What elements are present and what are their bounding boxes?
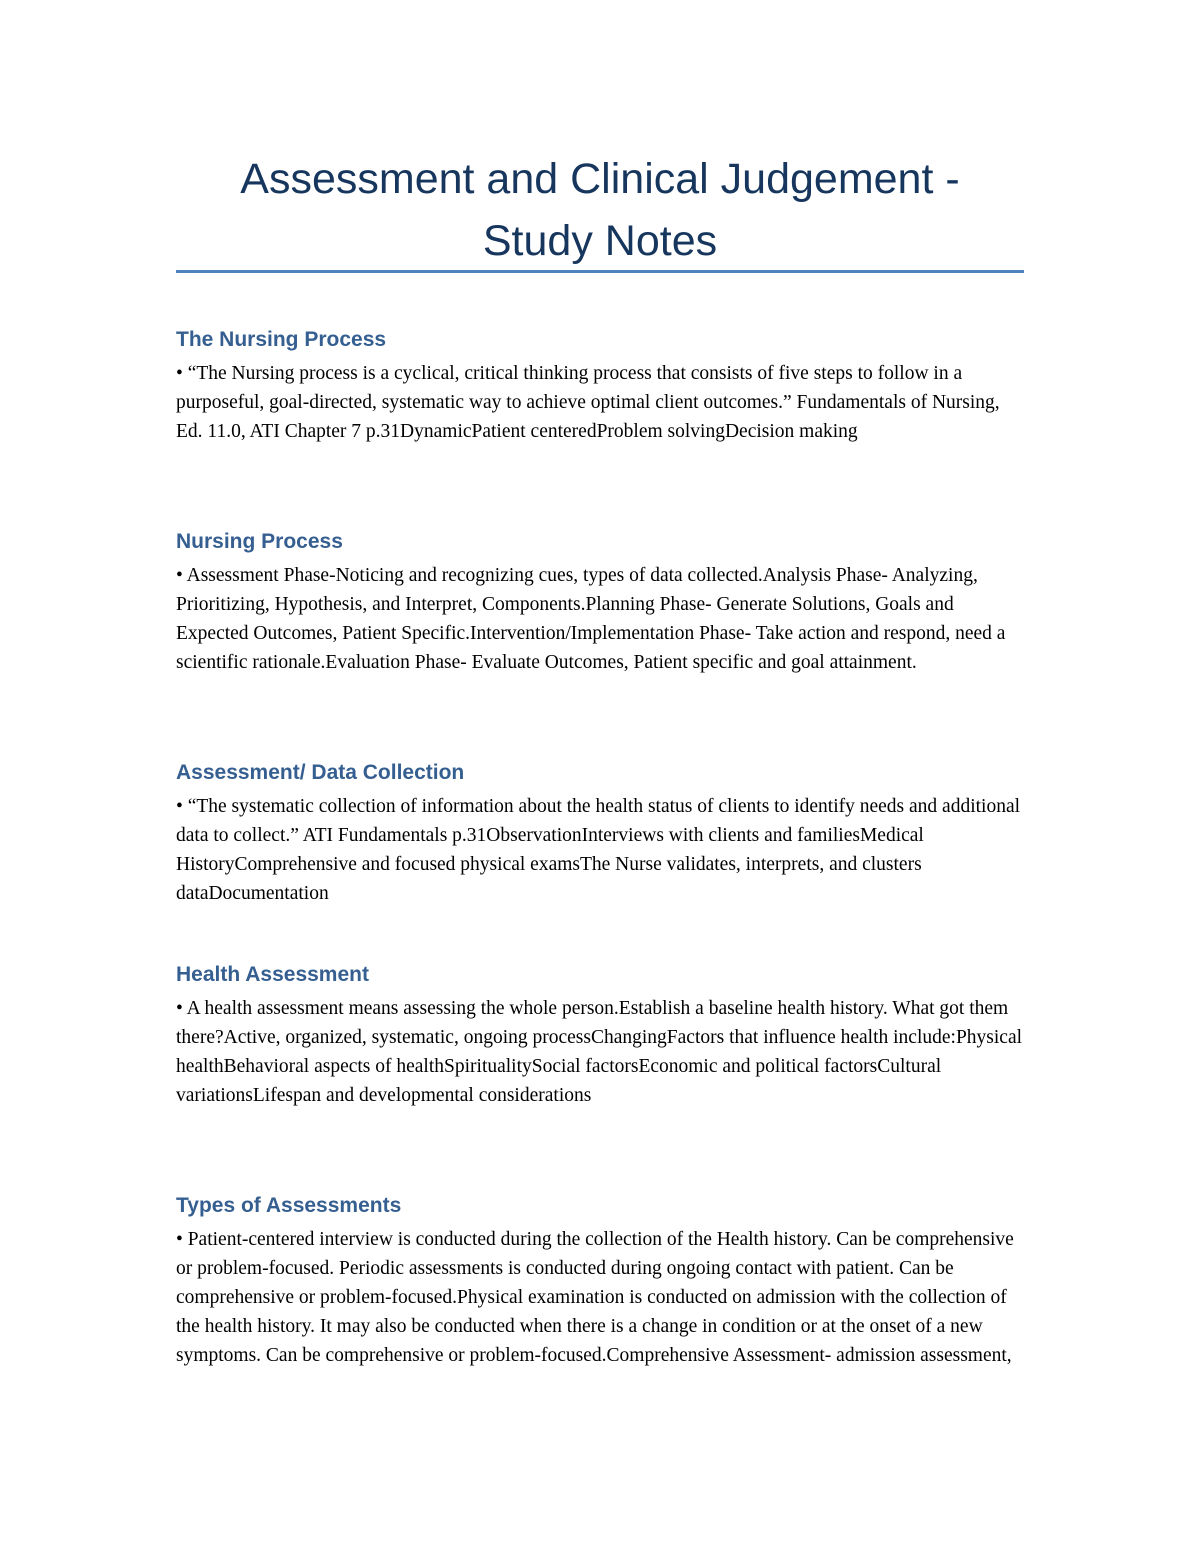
section-heading: The Nursing Process (176, 328, 387, 351)
section-text: A health assessment means assessing the whole person.Establish a baseline health history. What got them there?Active, organized, systematic, ongoing processChangingFactors that influence health include:Physical healthBehavioral aspects of healthSpiritualitySocial factorsEconomic and political factorsCultural variationsLifespan and developmental considerations (176, 998, 1023, 1106)
section-assessment-data-collection (176, 758, 1024, 908)
section-health-assessment (176, 960, 1024, 1110)
title-line-1: Assessment and Clinical Judgement - (240, 155, 960, 203)
bullet-icon: • (176, 363, 183, 384)
section-heading: Nursing Process (176, 530, 343, 553)
section-text: Patient-centered interview is conducted during the collection of the Health history. Can be comprehensive or problem-focused. Periodic assessments is conducted during ongoing contact with patient. Can be comprehensive or problem-focused.Physical examination is conducted on admission with the collection of the health history. It may also be conducted when there is a change in condition or at the onset of a new symptoms. Can be comprehensive or problem-focused.Comprehensive Assessment- admission assessment, (176, 1229, 1014, 1366)
section-types-of-assessments (176, 1191, 1024, 1370)
title-line-2: Study Notes (482, 217, 718, 265)
section-body (176, 792, 1024, 908)
section-body (176, 359, 1024, 446)
section-text: “The systematic collection of information about the health status of clients to identify needs and additional data to collect.” ATI Fundamentals p.31ObservationInterviews with clients and familiesMedical HistoryComprehensive and focused physical examsThe Nurse validates, interprets, and clusters dataDocumentation (176, 796, 1021, 904)
section-heading: Health Assessment (176, 963, 369, 986)
section-body (176, 1225, 1024, 1370)
section-body (176, 994, 1024, 1110)
title-divider (176, 270, 1024, 273)
document-title (176, 148, 1024, 272)
section-text: “The Nursing process is a cyclical, critical thinking process that consists of five steps to follow in a purposeful, goal-directed, systematic way to achieve optimal client outcomes.” Fundamentals of Nursing, Ed. 11.0, ATI Chapter 7 p.31DynamicPatient centeredProblem solvingDecision making (176, 363, 1000, 442)
bullet-icon: • (176, 565, 183, 586)
section-heading: Types of Assessments (176, 1194, 402, 1217)
section-heading: Assessment/ Data Collection (176, 761, 465, 784)
section-body (176, 561, 1024, 677)
section-text: Assessment Phase-Noticing and recognizing cues, types of data collected.Analysis Phase- Analyzing, Prioritizing, Hypothesis, and Interpret, Components.Planning Phase- Generate Solutions, Goals and Expected Outcomes, Patient Specific.Intervention/Implementation Phase- Take action and respond, need a scientific rationale.Evaluation Phase- Evaluate Outcomes, Patient specific and goal attainment. (176, 565, 1006, 673)
section-nursing-process (176, 527, 1024, 677)
section-the-nursing-process (176, 325, 1024, 446)
bullet-icon: • (176, 796, 183, 817)
bullet-icon: • (176, 1229, 183, 1250)
bullet-icon: • (176, 998, 183, 1019)
